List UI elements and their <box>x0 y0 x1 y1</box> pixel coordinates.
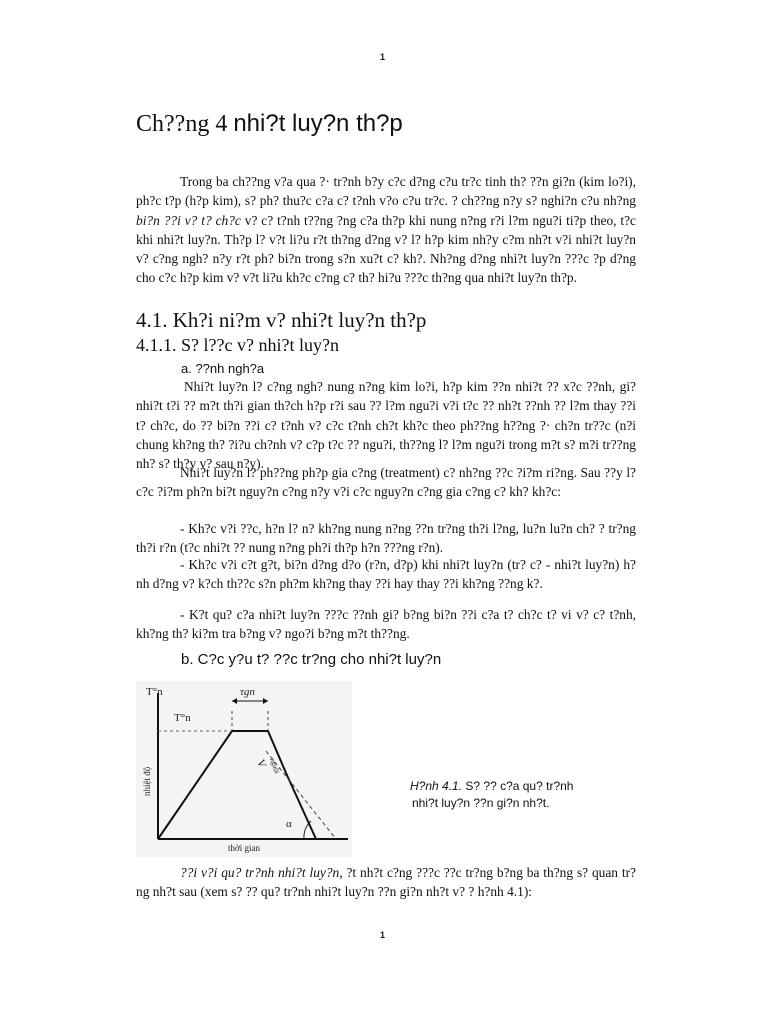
figure-caption <box>410 778 610 812</box>
cooling-rate-label: V <box>254 757 269 770</box>
definition-text-1: Nhi?t luy?n l? c?ng ngh? nung n?ng kim lo?i, h?p kim ??n nhi?t ?? x?c ??nh, gi? nhi?t t?i ?? m?t th?i gian th?ch h?p r?i sau ?? l?m ngu?i v?i t?c ?? nh?t ??nh ?? l?m thay ??i t? ch?c, do ?? bi?n ??i c? t?nh v? c?c t?nh ch?t kh?c theo ph??ng h??ng ?· ch?n tr??c (n?i chung kh?ng th? ?i?u ch?nh v? c?p t?c ?? ngu?i, th??ng l? l?m ngu?i trong m?t s? m?i tr??ng nh? s? th?y v? sau n?y). <box>136 379 636 472</box>
subsection-heading: 4.1.1. S? l??c v? nhi?t luy?n <box>136 335 339 355</box>
closing-paragraph <box>136 863 636 902</box>
chapter-prefix: Ch??ng 4 <box>136 111 228 137</box>
caption-text-2: nhi?t luy?n ??n gi?n nh?t. <box>412 796 550 810</box>
chapter-name: nhi?t luy?n th?p <box>233 110 403 137</box>
y-inner-label: T°n <box>174 712 191 724</box>
y-axis-title: T°n <box>146 686 163 698</box>
definition-text-2: Nhi?t luy?n l? ph??ng ph?p gia c?ng (treatment) c? nh?ng ??c ?i?m ri?ng. Sau ??y l? c?c ?i?m ph?n bi?t nguy?n c?ng n?y v?i c?c nguy?n c?ng gia c?ng c? kh? kh?c: <box>136 465 636 500</box>
definition-paragraph-1 <box>136 377 636 473</box>
cooling-rate-subscript: nguội <box>268 756 282 775</box>
section-heading: 4.1. Kh?i ni?m v? nhi?t luy?n th?p <box>136 308 427 332</box>
y-axis-text: nhiệt độ <box>142 766 152 796</box>
intro-paragraph <box>136 172 636 288</box>
page-number-bottom: 1 <box>380 930 386 940</box>
closing-tail: ?t nh?t c?ng ???c ??c tr?ng b?ng ba th?ng s? quan tr?ng nh?t sau (xem s? ?? qu? tr?nh nhi?t luy?n ??n gi?n nh?t v? ? h?nh 4.1): <box>136 865 637 900</box>
chapter-title <box>136 110 403 138</box>
intro-lead: Trong ba ch??ng v?a qua ?· tr?nh b?y c?c d?ng c?u tr?c tinh th? ??n gi?n (kim lo?i), ph?c t?p (h?p kim), s? ph? thu?c c?a c? t?nh v?o c?u tr?c. ? ch??ng n?y s? nghi?n c?u nh?ng <box>136 174 636 209</box>
bullet-result <box>136 605 636 644</box>
page-number-top: 1 <box>380 52 386 62</box>
bullet-casting-text: - Kh?c v?i ??c, h?n l? n? kh?ng nung n?ng ??n tr?ng th?i l?ng, lu?n lu?n ch? ? tr?ng th?i r?n (t?c nhi?t ?? nung n?ng ph?i th?p h?n ???ng r?n). <box>136 521 636 556</box>
x-axis-text: thời gian <box>228 843 261 853</box>
bullet-result-text: - K?t qu? c?a nhi?t luy?n ???c ??nh gi? b?ng bi?n ??i c?a t? ch?c t? vi v? c? t?nh, kh?ng th? ki?m tra b?ng v? ngo?i b?ng m?t th??ng. <box>136 607 636 642</box>
definition-paragraph-2 <box>136 463 636 502</box>
intro-emphasis: bi?n ??i v? t? ch?c <box>136 212 241 228</box>
factors-heading: b. C?c y?u t? ??c tr?ng cho nhi?t luy?n <box>181 651 442 668</box>
intro-tail: v? c? t?nh t??ng ?ng c?a th?p khi nung n?ng r?i l?m ngu?i ti?p theo, t?c khi nhi?t luy?n. Th?p l? v?t li?u r?t th?ng d?ng v? l? h?p kim nh?y c?m nh?t v?i nhi?t luy?n v? c?ng ngh? n?y r?t ph? bi?n trong s?n xu?t c? kh?. Nh?ng d?ng nhi?t luy?n ???c ?p d?ng cho c?c h?p kim v? v?t li?u kh?c c?ng c? th? hi?u ???c th?ng qua nhi?t luy?n th?p. <box>136 212 637 286</box>
diagram-svg <box>136 681 352 857</box>
angle-label: α <box>286 818 292 830</box>
closing-emphasis: ??i v?i qu? tr?nh nhi?t luy?n, <box>180 865 343 880</box>
bullet-machining-text: - Kh?c v?i c?t g?t, bi?n d?ng d?o (r?n, d?p) khi nhi?t luy?n (tr? c? - nhi?t luy?n) h?nh d?ng v? k?ch th??c s?n ph?m kh?ng thay ??i hay thay ??i kh?ng ??ng k?. <box>136 557 636 592</box>
heat-treatment-diagram <box>136 681 352 857</box>
bullet-casting <box>136 519 636 558</box>
process-curve <box>158 731 316 839</box>
caption-text-1: S? ?? c?a qu? tr?nh <box>462 779 574 793</box>
bullet-machining <box>136 555 636 594</box>
hold-time-label: τgn <box>240 686 255 698</box>
definition-heading: a. ??nh ngh?a <box>181 361 265 376</box>
caption-label: H?nh 4.1. <box>410 779 463 793</box>
